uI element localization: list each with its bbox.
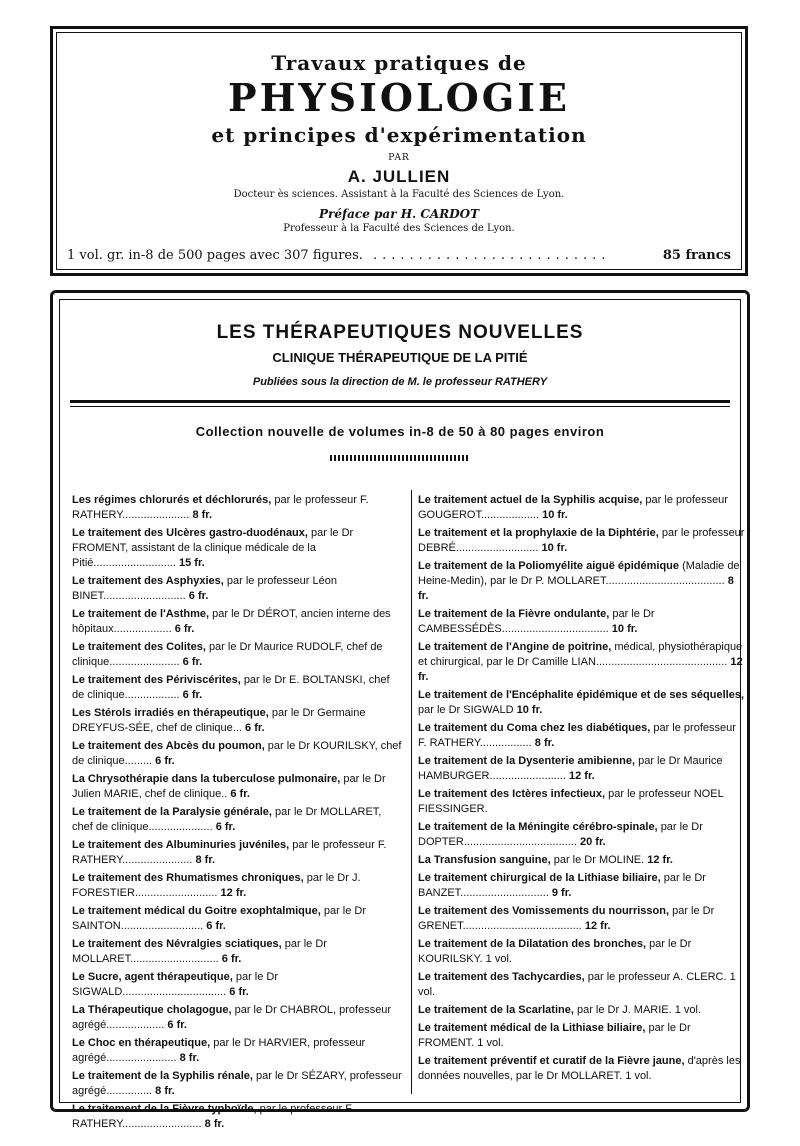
entry-price: 6 fr. [188,590,209,602]
catalogue-entry [72,970,404,1000]
entry-details: par le Dr MOLINE. [553,854,645,866]
entry-title: Le traitement des Tachycardies, [418,971,585,983]
advert-preface: Préface par H. CARDOT [318,207,480,221]
entry-title: Le traitement des Périviscérites, [72,674,241,686]
catalogue-entry [418,559,746,604]
catalogue-entry [72,1102,404,1132]
entry-details: par le Dr Maurice HAMBURGER......................... [418,755,723,782]
entry-details: par le professeur F. RATHERY.......................... [72,1103,354,1130]
entry-title: Le traitement de la Syphilis rénale, [72,1070,253,1082]
entry-price: 8 fr. [192,509,213,521]
catalogue-entry [418,607,746,637]
catalogue-entry [72,904,404,934]
entry-price: 8 fr. [155,1085,175,1097]
catalogue-entry [418,787,746,817]
header-rule-thin [70,406,730,407]
entry-title: Le traitement des Vomissements du nourrisson, [418,905,670,917]
entry-details: par le Dr CHABROL, professeur agrégé................... [72,1004,392,1031]
entry-title: La Thérapeutique cholagogue, [72,1004,232,1016]
catalogue-entry [418,871,746,901]
entry-title: La Transfusion sanguine, [418,854,551,866]
catalogue-entry [72,805,404,835]
entry-details: par le Dr J. FORESTIER........................... [72,872,361,899]
entry-price: 6 fr. [229,986,249,998]
catalogue-entry [418,820,746,850]
entry-details: par le Dr SÉZARY, professeur agrégé............... [72,1070,402,1097]
entry-price: 9 fr. [551,887,572,899]
entry-price: 8 fr. [204,1118,225,1130]
entry-details: par le professeur F. RATHERY...................... [72,494,369,521]
entry-title: Le traitement médical du Goitre exophtalmique, [72,905,321,917]
left-column-list [72,493,404,1135]
entry-details: par le Dr MOLLARET, chef de clinique..................... [72,806,382,833]
entry-price: 12 fr. [220,887,247,899]
entry-details: par le professeur GOUGEROT................... [418,494,728,521]
catalogue-entry [418,1003,746,1018]
entry-details: par le Dr SIGWALD [418,704,514,716]
catalogue-entry [72,1069,404,1099]
series-published-by: Publiées sous la direction de M. le professeur RATHERY [252,376,548,388]
entry-details: par le Dr BANZET............................. [418,872,706,899]
entry-details: par le Dr FROMENT. 1 vol. [418,1022,691,1049]
entry-title: Le traitement des Névralgies sciatiques, [72,938,282,950]
entry-price: 6 fr. [182,656,203,668]
entry-details: par le Dr MOLLARET............................. [72,938,327,965]
entry-details: par le professeur A. CLERC. 1 vol. [418,971,736,998]
entry-details: par le Dr SAINTON........................... [72,905,367,932]
catalogue-entry [418,937,746,967]
entry-title: Les Stérols irradiés en thérapeutique, [72,707,269,719]
entry-title: Le traitement de la Fièvre typhoïde, [72,1103,257,1115]
right-column-list [418,493,746,1087]
entry-title: Le Sucre, agent thérapeutique, [72,971,233,983]
entry-price: 12 fr. [647,854,673,866]
series-subtitle: CLINIQUE THÉRAPEUTIQUE DE LA PITIÉ [272,350,528,365]
catalogue-entry [72,838,404,868]
catalogue-entry [72,673,404,703]
entry-title: Le traitement des Colites, [72,641,206,653]
advert-sub-title: et principes d'expérimentation [211,123,587,147]
entry-price: 8 fr. [179,1052,200,1064]
entry-details: par le Dr DÉROT, ancien interne des hôpitaux................... [72,608,391,635]
entry-price: 10 fr. [611,623,638,635]
entry-price: 20 fr. [579,836,606,848]
entry-details: par le Dr Julien MARIE, chef de clinique.. [72,773,386,800]
entry-details: par le Dr Maurice RUDOLF, chef de clinique....................... [72,641,383,668]
entry-title: Le traitement du Coma chez les diabétiques, [418,722,651,734]
entry-details: par le Dr SIGWALD.................................. [72,971,279,998]
entry-details: par le Dr GRENET....................................... [418,905,715,932]
catalogue-entry [72,607,404,637]
entry-price: 12 fr. [568,770,595,782]
entry-title: Les régimes chlorurés et déchlorurés, [72,494,272,506]
entry-title: Le traitement des Ulcères gastro-duodénaux, [72,527,308,539]
catalogue-entry [418,754,746,784]
catalogue-entry [418,1054,746,1084]
entry-details: par le Dr E. BOLTANSKI, chef de clinique.................. [72,674,390,701]
advert-leader-dots: .......................... [373,248,611,263]
advert-price: 85 francs [662,248,731,263]
entry-title: Le traitement des Rhumatismes chroniques, [72,872,304,884]
catalogue-entry [418,688,746,718]
book-advert-box [50,26,748,276]
catalogue-entry [72,493,404,523]
entry-details: (Maladie de Heine-Medin), par le Dr P. MOLLARET....................................... [418,560,740,587]
entry-details: médical, physiothérapique et chirurgical, par le Dr Camille LIAN........................................... [418,641,743,668]
entry-details: par le professeur Léon BINET........................... [72,575,337,602]
catalogue-entry [72,871,404,901]
entry-price: 8 fr. [534,737,555,749]
catalogue-entry [418,721,746,751]
entry-price: 6 fr. [167,1019,187,1031]
entry-details: par le Dr KOURILSKY. 1 vol. [418,938,692,965]
entry-title: Le traitement médical de la Lithiase biliaire, [418,1022,646,1034]
entry-details: par le Dr Germaine DREYFUS-SÉE, chef de clinique... [72,707,366,734]
entry-title: Le traitement de l'Encéphalite épidémique et de ses séquelles, [418,689,745,701]
ornament-divider [330,455,470,461]
catalogue-entry [418,526,746,556]
entry-details: par le Dr HARVIER, professeur agrégé....................... [72,1037,366,1064]
series-catalogue-box [50,290,750,1130]
entry-price: 12 fr. [584,920,611,932]
entry-details: par le Dr FROMENT, assistant de la clinique médicale de la Pitié........................... [72,527,354,569]
entry-title: Le traitement des Asphyxies, [72,575,224,587]
catalogue-entry [72,640,404,670]
series-title: LES THÉRAPEUTIQUES NOUVELLES [216,322,584,343]
catalogue-entry [418,493,746,523]
entry-title: Le traitement actuel de la Syphilis acquise, [418,494,643,506]
entry-details: par le professeur NOEL FIESSINGER. [418,788,724,815]
entry-details: d'après les données nouvelles, par le Dr MOLLARET. 1 vol. [418,1055,741,1082]
advert-main-title: PHYSIOLOGIE [228,75,570,120]
entry-price: 6 fr. [230,788,250,800]
entry-details: par le Dr DOPTER..................................... [418,821,703,848]
entry-title: Le traitement de la Fièvre ondulante, [418,608,610,620]
entry-price: 8 fr. [195,854,216,866]
catalogue-entry [72,706,404,736]
entry-title: Le traitement chirurgical de la Lithiase biliaire, [418,872,661,884]
advert-author: A. JULLIEN [347,167,451,186]
catalogue-entry [418,1021,746,1051]
entry-title: Le Choc en thérapeutique, [72,1037,211,1049]
entry-price: 12 fr. [418,656,743,683]
entry-title: Le traitement de l'Angine de poitrine, [418,641,612,653]
series-catalogue-inner-frame [59,299,745,1130]
entry-title: Le traitement de la Dilatation des bronches, [418,938,646,950]
entry-details: par le professeur F. RATHERY................. [418,722,736,749]
catalogue-entry [72,574,404,604]
entry-price: 6 fr. [206,920,226,932]
catalogue-entry [72,937,404,967]
advert-volume-info: 1 vol. gr. in-8 de 500 pages avec 307 figures. [67,248,363,263]
entry-title: Le traitement de la Dysenterie amibienne, [418,755,636,767]
entry-title: La Chrysothérapie dans la tuberculose pulmonaire, [72,773,341,785]
advert-pre-title: Travaux pratiques de [271,51,527,75]
header-rule-thick [70,400,730,403]
collection-note: Collection nouvelle de volumes in-8 de 50 à 80 pages environ [195,424,605,439]
entry-price: 6 fr. [155,755,175,767]
entry-title: Le traitement de l'Asthme, [72,608,210,620]
entry-title: Le traitement et la prophylaxie de la Diphtérie, [418,527,659,539]
catalogue-entry [418,904,746,934]
entry-price: 6 fr. [174,623,195,635]
catalogue-entry [72,526,404,571]
entry-price: 6 fr. [182,689,203,701]
advert-preface-credentials: Professeur à la Faculté des Sciences de Lyon. [283,223,515,234]
entry-details: par le Dr J. MARIE. 1 vol. [576,1004,702,1016]
entry-title: Le traitement de la Méningite cérébro-spinale, [418,821,658,833]
book-advert-inner-frame [56,32,742,270]
advert-par: PAR [388,153,410,163]
entry-price: 8 fr. [418,575,734,602]
catalogue-entry [418,853,746,868]
entry-title: Le traitement préventif et curatif de la Fièvre jaune, [418,1055,685,1067]
entry-price: 10 fr. [516,704,543,716]
catalogue-entry [72,1003,404,1033]
advert-author-credentials: Docteur ès sciences. Assistant à la Faculté des Sciences de Lyon. [233,189,565,200]
entry-title: Le traitement de la Paralysie générale, [72,806,272,818]
catalogue-entry [72,739,404,769]
entry-title: Le traitement de la Scarlatine, [418,1004,574,1016]
catalogue-entry [418,970,746,1000]
catalogue-entry [418,640,746,685]
entry-price: 10 fr. [541,542,568,554]
entry-price: 6 fr. [245,722,265,734]
column-separator [411,490,412,1094]
entry-title: Le traitement de la Poliomyélite aiguë épidémique [418,560,680,572]
catalogue-entry [72,772,404,802]
entry-title: Le traitement des Ictères infectieux, [418,788,606,800]
entry-price: 15 fr. [178,557,205,569]
entry-price: 6 fr. [215,821,236,833]
catalogue-entry [72,1036,404,1066]
entry-price: 10 fr. [542,509,568,521]
entry-details: par le Dr KOURILSKY, chef de clinique......... [72,740,402,767]
entry-title: Le traitement des Albuminuries juvéniles, [72,839,290,851]
entry-details: par le Dr CAMBESSÉDÈS................................... [418,608,655,635]
entry-title: Le traitement des Abcès du poumon, [72,740,265,752]
entry-price: 6 fr. [221,953,242,965]
entry-details: par le professeur F. RATHERY....................... [72,839,387,866]
entry-details: par le professeur DEBRÉ........................... [418,527,745,554]
